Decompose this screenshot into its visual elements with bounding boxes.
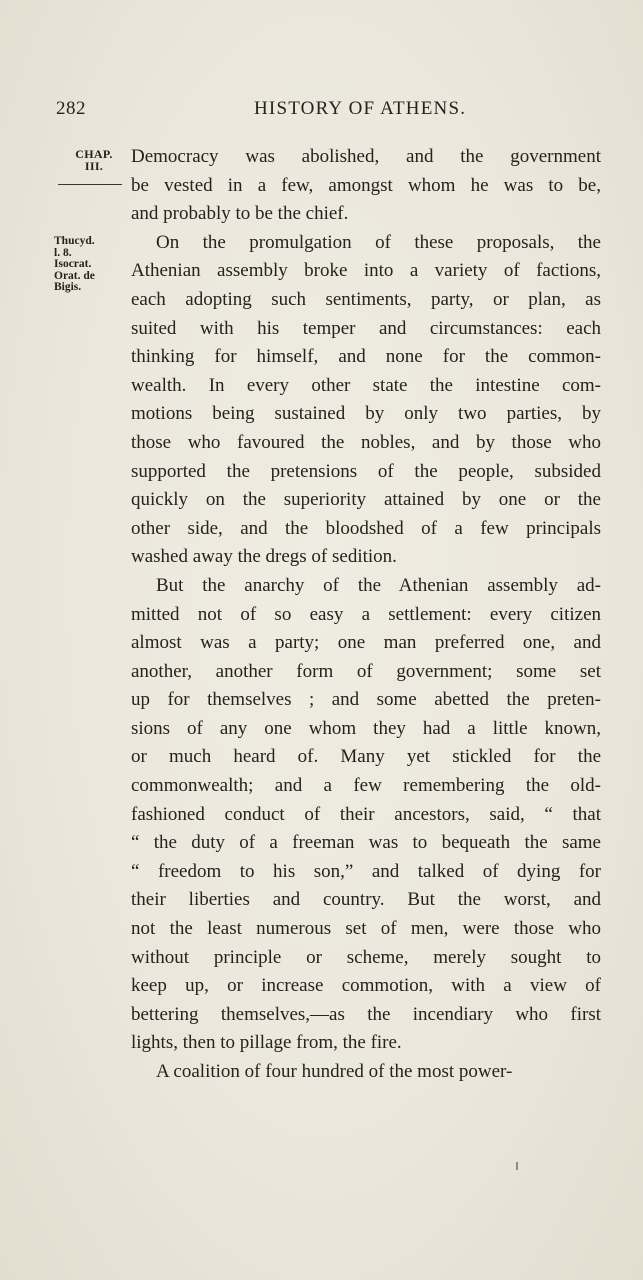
text-line: commonwealth; and a few remembering the old- — [131, 775, 601, 797]
text-line: thinking for himself, and none for the common- — [131, 346, 601, 368]
chapter-label: CHAP. — [75, 147, 113, 161]
text-line: almost was a party; one man preferred one, and — [131, 632, 601, 654]
text-line: each adopting such sentiments, party, or plan, as — [131, 288, 601, 310]
margin-rule — [58, 184, 122, 185]
text-line: mitted not of so easy a settlement: every citizen — [131, 603, 601, 625]
ink-speck — [516, 1162, 518, 1170]
text-line: motions being sustained by only two parties, by — [131, 403, 601, 425]
text-line: those who favoured the nobles, and by those who — [131, 431, 601, 453]
text-line: sions of any one whom they had a little known, — [131, 717, 601, 739]
text-line: and probably to be the chief. — [131, 203, 349, 225]
text-line: without principle or scheme, merely sought to — [131, 946, 601, 968]
page-number: 282 — [56, 98, 86, 119]
citation-line: Bigis. — [54, 281, 82, 293]
text-line: lights, then to pillage from, the fire. — [131, 1032, 402, 1054]
chapter-marker — [67, 148, 121, 172]
text-line: “ the duty of a freeman was to bequeath the same — [131, 832, 601, 854]
text-line: other side, and the bloodshed of a few principals — [131, 517, 601, 539]
text-line: Democracy was abolished, and the government — [131, 146, 601, 167]
citation-line: Isocrat. — [54, 258, 92, 270]
running-title: HISTORY OF ATHENS. — [254, 98, 467, 119]
text-line: bettering themselves,—as the incendiary who first — [131, 1003, 601, 1025]
text-line: Athenian assembly broke into a variety of factions, — [131, 260, 601, 282]
margin-citation — [54, 236, 130, 294]
citation-line: l. 8. — [54, 246, 72, 259]
body-text — [131, 143, 601, 1087]
citation-line: Thucyd. — [54, 235, 95, 247]
text-line: wealth. In every other state the intestine com- — [131, 374, 601, 396]
text-line: supported the pretensions of the people, subsided — [131, 460, 601, 482]
text-line: their liberties and country. But the worst, and — [131, 889, 601, 911]
text-line: washed away the dregs of sedition. — [131, 546, 397, 568]
text-line: On the promulgation of these proposals, the — [156, 231, 601, 253]
text-line: A coalition of four hundred of the most power- — [156, 1061, 513, 1082]
text-line: suited with his temper and circumstances: each — [131, 317, 601, 339]
text-line: But the anarchy of the Athenian assembly ad- — [156, 574, 601, 596]
text-line: “ freedom to his son,” and talked of dying for — [131, 860, 601, 882]
text-line: another, another form of government; some set — [131, 660, 601, 682]
chapter-number: III. — [84, 159, 104, 173]
text-line: or much heard of. Many yet stickled for the — [131, 746, 601, 768]
text-line: keep up, or increase commotion, with a view of — [131, 975, 601, 997]
text-line: up for themselves ; and some abetted the preten- — [131, 689, 601, 711]
text-line: fashioned conduct of their ancestors, said, “ that — [131, 803, 601, 825]
text-line: quickly on the superiority attained by one or the — [131, 489, 601, 511]
citation-line: Orat. de — [54, 269, 95, 282]
text-line: not the least numerous set of men, were those who — [131, 918, 601, 940]
text-line: be vested in a few, amongst whom he was to be, — [131, 174, 601, 196]
